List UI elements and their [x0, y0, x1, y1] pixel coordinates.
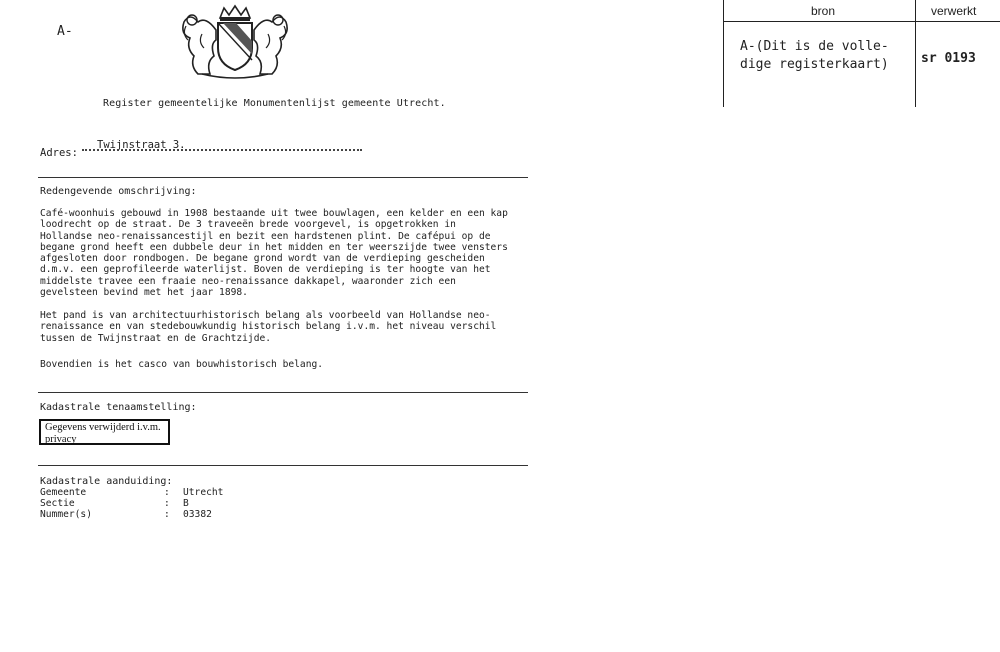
- header-bron: bron: [811, 4, 836, 18]
- cadastral-colon: :: [164, 487, 170, 498]
- address-label: Adres:: [40, 147, 78, 159]
- owner-heading: Kadastrale tenaamstelling:: [40, 402, 197, 413]
- processed-code: sr 0193: [921, 51, 976, 66]
- privacy-notice-box: [39, 419, 170, 445]
- description-paragraph: Het pand is van architectuurhistorisch belang als voorbeeld van Hollandse neo- renaissance en van stedebouwkundig historisch belang i.v.m. het niveau verschil tussen de Twijnstraat en de Grachtzijde.: [40, 310, 497, 344]
- section-divider: [38, 392, 528, 393]
- source-table: [723, 0, 1000, 107]
- description-paragraph: Bovendien is het casco van bouwhistorisch belang.: [40, 359, 324, 370]
- coat-of-arms-utrecht-icon: [176, 4, 294, 82]
- source-note: A-(Dit is de volle- dige registerkaart): [740, 39, 889, 72]
- cadastral-value: B: [183, 498, 189, 509]
- cadastral-heading: Kadastrale aanduiding:: [40, 476, 173, 487]
- description-heading: Redengevende omschrijving:: [40, 186, 197, 197]
- table-border: [723, 0, 724, 107]
- table-border: [915, 0, 916, 107]
- cadastral-value: Utrecht: [183, 487, 224, 498]
- privacy-notice-text: Gegevens verwijderd i.v.m. privacy: [45, 422, 161, 445]
- section-divider: [38, 465, 528, 466]
- cadastral-colon: :: [164, 498, 170, 509]
- cadastral-value: 03382: [183, 509, 212, 520]
- cadastral-label: Sectie: [40, 498, 75, 509]
- description-paragraph: Café-woonhuis gebouwd in 1908 bestaande uit twee bouwlagen, een kelder en een kap loodrecht op de straat. De 3 traveeën brede voorgevel, is opgetrokken in Hollandse neo-renaissancestijl en bezit een hardstenen plint. De cafépui op de begane grond heeft een dubbele deur in het midden en ter weerszijde twee vensters afgesloten door rondbogen. De begane grond wordt van de verdieping gescheiden d.m.v. een geprofileerde waterlijst. Boven de verdieping is ter hoogte van het middelste travee een fraaie neo-renaissance dakkapel, waaronder zich een gevelsteen bevind met het jaar 1898.: [40, 208, 508, 299]
- address-dotted-line: [82, 149, 362, 151]
- header-verwerkt: verwerkt: [931, 4, 977, 18]
- section-divider: [38, 177, 528, 178]
- register-title: Register gemeentelijke Monumentenlijst gemeente Utrecht.: [103, 98, 446, 109]
- address-value: Twijnstraat 3.: [97, 139, 186, 151]
- card-prefix: A-: [57, 24, 73, 39]
- cadastral-label: Nummer(s): [40, 509, 92, 520]
- table-header-rule: [723, 21, 1000, 22]
- cadastral-label: Gemeente: [40, 487, 87, 498]
- cadastral-colon: :: [164, 509, 170, 520]
